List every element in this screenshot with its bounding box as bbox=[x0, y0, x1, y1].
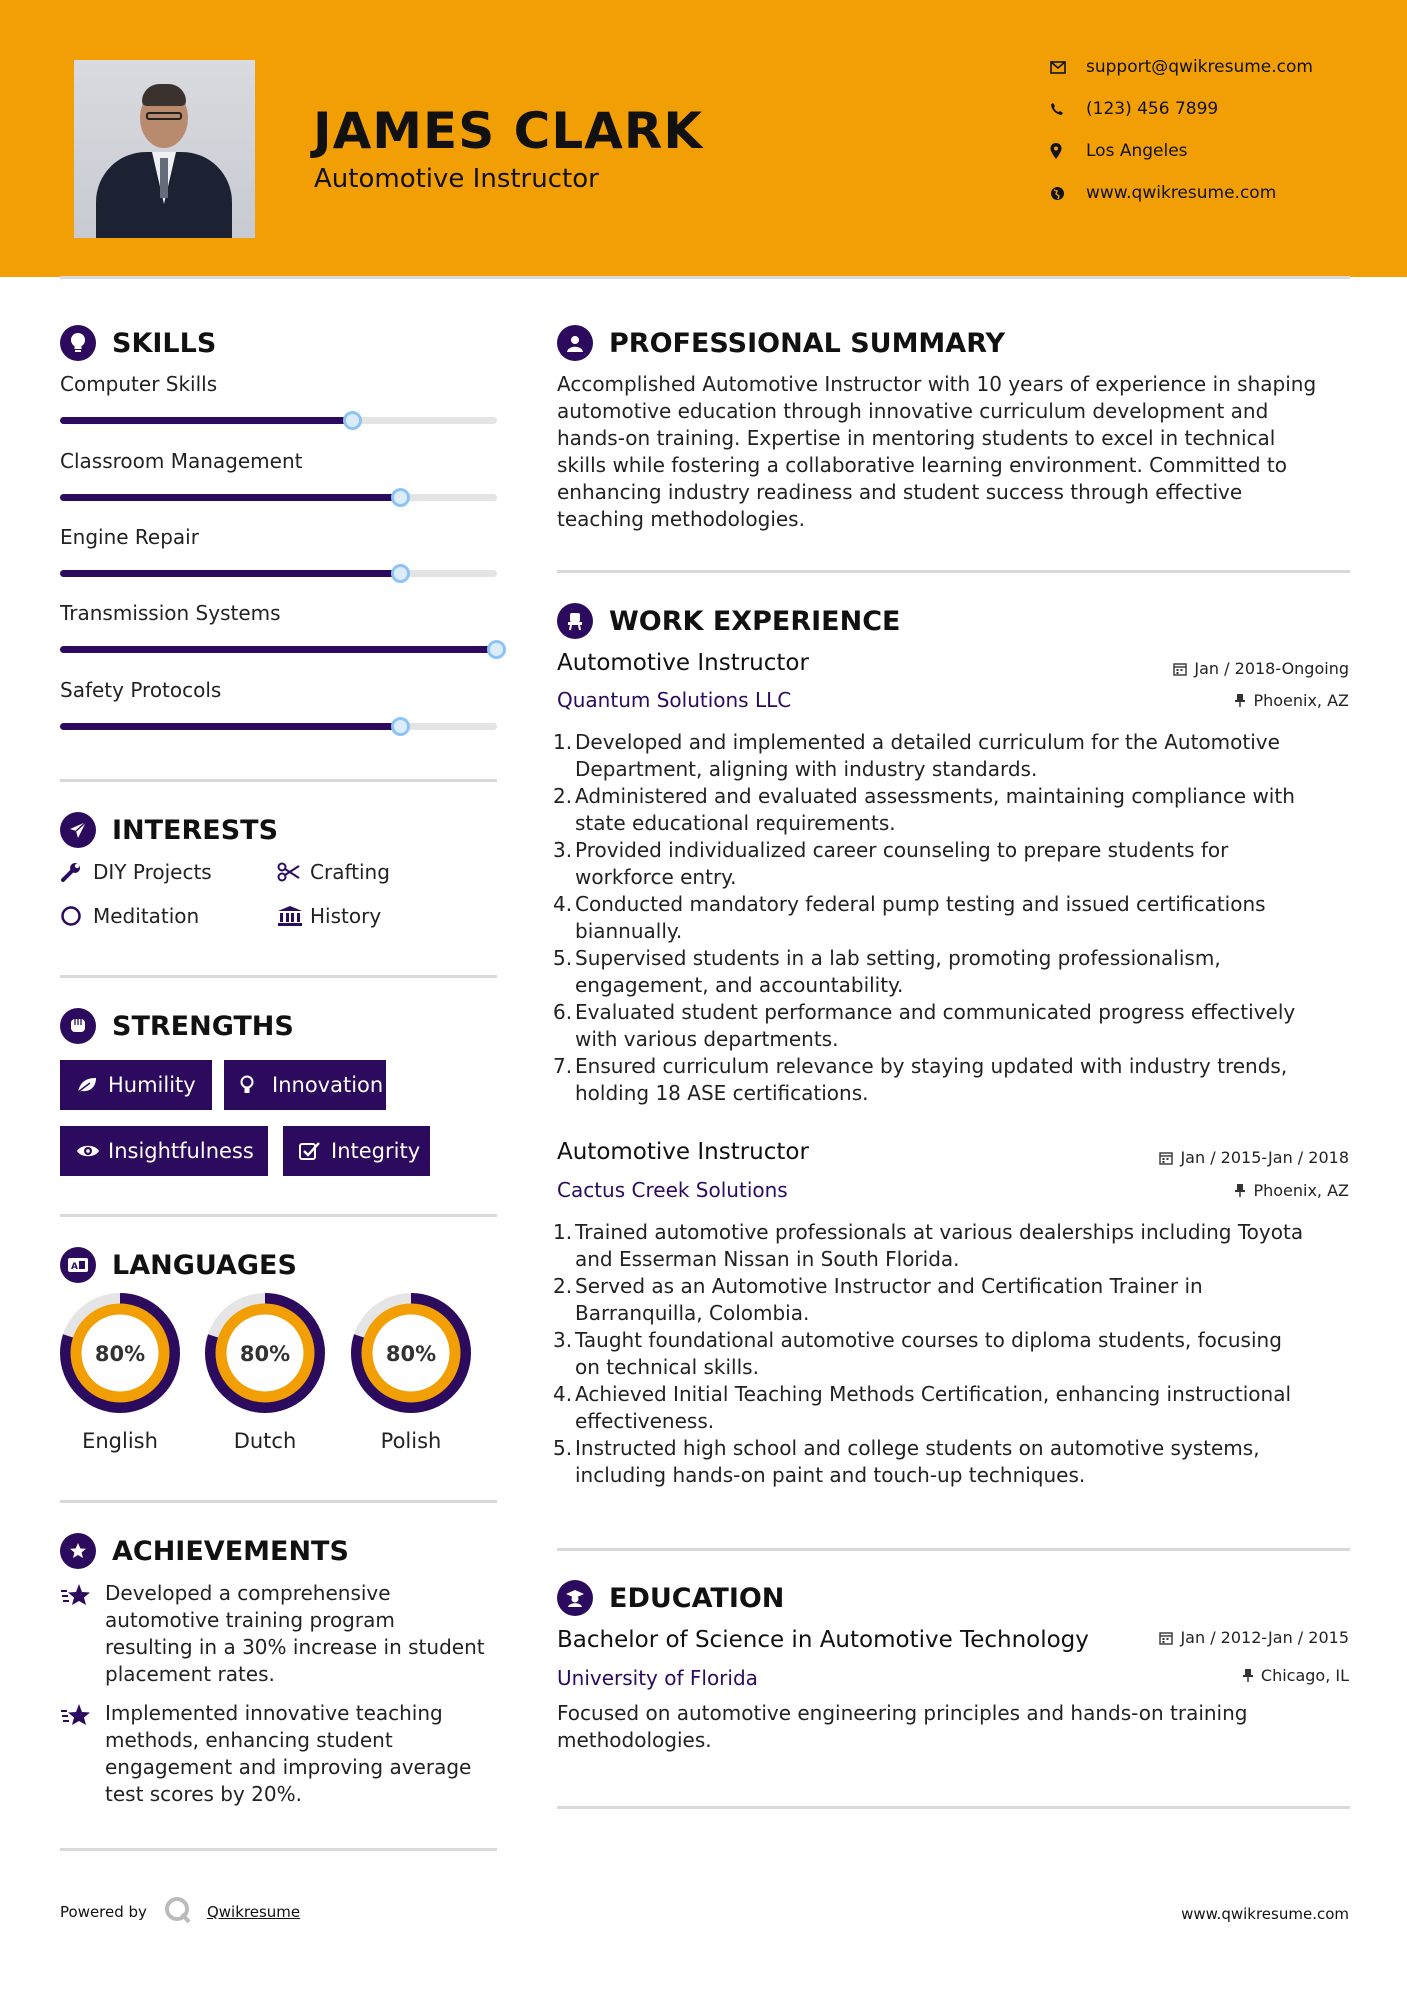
pushpin-icon bbox=[1242, 1668, 1254, 1683]
footer-powered-by: Powered by Qwikresume bbox=[60, 1895, 300, 1929]
list-item: 4. Conducted mandatory federal pump testing and issued certifications biannually. bbox=[553, 892, 1266, 943]
strength-badge: Insightfulness bbox=[60, 1126, 268, 1176]
list-item: 1. Trained automotive professionals at various dealerships including Toyota and Esserman Nissan in South Florida. bbox=[553, 1220, 1304, 1271]
graduate-icon bbox=[557, 1580, 593, 1616]
company-name: Cactus Creek Solutions bbox=[557, 1178, 788, 1202]
language-label: Polish bbox=[380, 1429, 442, 1453]
list-item: 5. Instructed high school and college students on automotive systems, including hands-on paint and touch-up techniques. bbox=[553, 1436, 1260, 1487]
list-item: 4. Achieved Initial Teaching Methods Certification, enhancing instructional effectiveness. bbox=[553, 1382, 1292, 1433]
skill-bar-fill bbox=[60, 417, 353, 424]
paper-plane-icon bbox=[60, 812, 96, 848]
summary-heading: PROFESSIONAL SUMMARY bbox=[557, 325, 1005, 361]
strength-badge: Innovation bbox=[224, 1060, 386, 1110]
star-badge-icon bbox=[60, 1533, 96, 1569]
profile-photo bbox=[74, 60, 255, 238]
achievements-heading: ACHIEVEMENTS bbox=[60, 1533, 349, 1569]
language-gauge bbox=[351, 1293, 471, 1417]
lightbulb-icon bbox=[60, 325, 96, 361]
interest-item: Meditation bbox=[60, 904, 199, 928]
language-icon bbox=[60, 1247, 96, 1283]
footer-website[interactable]: www.qwikresume.com bbox=[1181, 1905, 1349, 1923]
phone-icon bbox=[1050, 102, 1086, 116]
education-heading: EDUCATION bbox=[557, 1580, 784, 1616]
skill-label: Computer Skills bbox=[60, 372, 218, 396]
eye-icon bbox=[76, 1143, 108, 1159]
degree-title: Bachelor of Science in Automotive Technology bbox=[557, 1627, 1089, 1653]
skill-label: Classroom Management bbox=[60, 449, 303, 473]
job-date: Jan / 2015-Jan / 2018 bbox=[1159, 1148, 1349, 1167]
languages-heading: A LANGUAGES bbox=[60, 1247, 297, 1283]
qwikresume-logo-icon bbox=[163, 1895, 193, 1929]
section-divider bbox=[60, 1848, 497, 1851]
pushpin-icon bbox=[1234, 693, 1246, 708]
interest-item: DIY Projects bbox=[60, 860, 212, 884]
skill-bar-knob bbox=[343, 411, 362, 430]
scissors-icon bbox=[277, 862, 310, 882]
skill-bar-fill bbox=[60, 723, 401, 730]
summary-text: Accomplished Automotive Instructor with 10 years of experience in shaping automotive education through innovative curriculum development and hands-on training. Expertise in mentoring students to excel in technical skills while fostering a collaborative learning environment. Committed to enhancing industry readiness and student success through effective teaching methodologies. bbox=[557, 372, 1317, 531]
language-percent: 80% bbox=[385, 1342, 437, 1366]
skill-label: Engine Repair bbox=[60, 525, 199, 549]
section-divider bbox=[557, 1806, 1350, 1809]
strength-badge: Humility bbox=[60, 1060, 212, 1110]
bank-icon bbox=[277, 905, 310, 927]
achievement-item: Developed a comprehensive automotive training program resulting in a 30% increase in student placement rates. bbox=[60, 1580, 500, 1688]
achievement-item: Implemented innovative teaching methods, enhancing student engagement and improving average test scores by 20%. bbox=[60, 1700, 500, 1808]
job-title: Automotive Instructor bbox=[557, 650, 809, 676]
language-percent: 80% bbox=[94, 1342, 146, 1366]
qwikresume-link[interactable]: Qwikresume bbox=[206, 1903, 301, 1921]
interest-item: History bbox=[277, 904, 381, 928]
company-name: Quantum Solutions LLC bbox=[557, 688, 792, 712]
interest-item: Crafting bbox=[277, 860, 390, 884]
skill-bar bbox=[60, 494, 497, 501]
interests-heading: INTERESTS bbox=[60, 812, 278, 848]
lightbulb-icon bbox=[240, 1075, 272, 1095]
job-location: Phoenix, AZ bbox=[1234, 1181, 1349, 1200]
skill-bar bbox=[60, 570, 497, 577]
list-item: 3. Provided individualized career counseling to prepare students for workforce entry. bbox=[553, 838, 1229, 889]
skill-bar-fill bbox=[60, 646, 497, 653]
chair-icon bbox=[557, 603, 593, 639]
candidate-name: JAMES CLARK bbox=[313, 102, 704, 160]
section-divider bbox=[557, 570, 1350, 573]
contact-email[interactable]: support@qwikresume.com bbox=[1050, 57, 1390, 77]
job-date: Jan / 2018-Ongoing bbox=[1173, 659, 1349, 678]
header-divider bbox=[60, 276, 1350, 279]
language-percent: 80% bbox=[239, 1342, 291, 1366]
language-label: English bbox=[82, 1429, 158, 1453]
section-divider bbox=[60, 975, 497, 978]
job-title: Automotive Instructor bbox=[557, 1139, 809, 1165]
calendar-icon bbox=[1159, 1151, 1173, 1165]
language-donut bbox=[351, 1293, 471, 1413]
education-date: Jan / 2012-Jan / 2015 bbox=[1159, 1628, 1349, 1647]
strength-badge: Integrity bbox=[283, 1126, 430, 1176]
strengths-heading: STRENGTHS bbox=[60, 1008, 294, 1044]
language-label: Dutch bbox=[233, 1429, 297, 1453]
contact-phone[interactable]: (123) 456 7899 bbox=[1050, 99, 1390, 119]
map-pin-icon bbox=[1050, 143, 1086, 159]
section-divider bbox=[60, 779, 497, 782]
leaf-icon bbox=[76, 1076, 108, 1094]
list-item: 3. Taught foundational automotive courses to diploma students, focusing on technical skills. bbox=[553, 1328, 1282, 1379]
language-donut bbox=[60, 1293, 180, 1413]
list-item: 7. Ensured curriculum relevance by staying updated with industry trends, holding 18 ASE certifications. bbox=[553, 1054, 1288, 1105]
fist-icon bbox=[60, 1008, 96, 1044]
svg-text:A: A bbox=[71, 1262, 78, 1272]
wrench-icon bbox=[60, 861, 93, 883]
skill-label: Transmission Systems bbox=[60, 601, 281, 625]
section-divider bbox=[60, 1500, 497, 1503]
list-item: 5. Supervised students in a lab setting, promoting professionalism, engagement, and accountability. bbox=[553, 946, 1221, 997]
candidate-role: Automotive Instructor bbox=[314, 164, 599, 194]
user-icon bbox=[557, 325, 593, 361]
section-divider bbox=[60, 1214, 497, 1217]
list-item: 2. Served as an Automotive Instructor and Certification Trainer in Barranquilla, Colombia. bbox=[553, 1274, 1203, 1325]
star-icon bbox=[60, 1580, 105, 1688]
skill-bar-knob bbox=[391, 488, 410, 507]
skill-bar-knob bbox=[391, 564, 410, 583]
skill-bar-knob bbox=[487, 640, 506, 659]
skills-heading: SKILLS bbox=[60, 325, 216, 361]
calendar-icon bbox=[1159, 1631, 1173, 1645]
education-location: Chicago, IL bbox=[1242, 1666, 1349, 1685]
checkbox-icon bbox=[299, 1141, 331, 1161]
calendar-icon bbox=[1173, 662, 1187, 676]
school-name: University of Florida bbox=[557, 1666, 758, 1690]
pushpin-icon bbox=[1234, 1183, 1246, 1198]
education-description: Focused on automotive engineering principles and hands-on training methodologies. bbox=[557, 1701, 1248, 1752]
list-item: 6. Evaluated student performance and communicated progress effectively with various departments. bbox=[553, 1000, 1296, 1051]
star-icon bbox=[60, 1700, 105, 1808]
skill-bar-knob bbox=[391, 717, 410, 736]
contact-location: Los Angeles bbox=[1050, 141, 1390, 161]
header-banner bbox=[0, 0, 1407, 277]
section-divider bbox=[557, 1548, 1350, 1551]
experience-heading: WORK EXPERIENCE bbox=[557, 603, 900, 639]
language-gauge bbox=[60, 1293, 180, 1417]
language-donut bbox=[205, 1293, 325, 1413]
skill-bar bbox=[60, 723, 497, 730]
job-responsibilities bbox=[553, 1219, 1353, 1489]
skill-bar bbox=[60, 417, 497, 424]
skill-bar bbox=[60, 646, 497, 653]
skill-bar-fill bbox=[60, 494, 401, 501]
skill-label: Safety Protocols bbox=[60, 678, 222, 702]
list-item: 1. Developed and implemented a detailed curriculum for the Automotive Department, aligning with industry standards. bbox=[553, 730, 1280, 781]
globe-icon bbox=[1050, 186, 1086, 201]
job-responsibilities bbox=[553, 729, 1353, 1107]
list-item: 2. Administered and evaluated assessments, maintaining compliance with state educational requirements. bbox=[553, 784, 1295, 835]
job-location: Phoenix, AZ bbox=[1234, 691, 1349, 710]
circle-icon bbox=[60, 905, 93, 927]
language-gauge bbox=[205, 1293, 325, 1417]
contact-website[interactable]: www.qwikresume.com bbox=[1050, 183, 1390, 203]
skill-bar-fill bbox=[60, 570, 401, 577]
envelope-icon bbox=[1050, 61, 1086, 74]
